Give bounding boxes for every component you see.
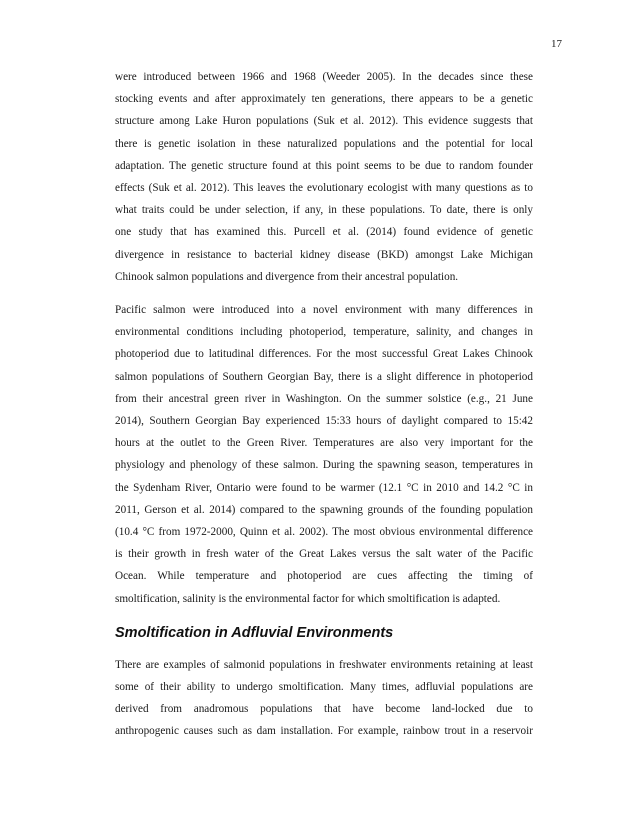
text-line: one study that has examined this. Purcell et al. (2014) found evidence of genetic [115, 226, 533, 239]
paragraph-adfluvial-populations [115, 654, 533, 743]
text-line: hours at the outlet to the Green River. Temperatures are also very important for the [115, 437, 533, 450]
paragraph-introduction-history [115, 66, 533, 288]
page-number: 17 [551, 38, 562, 50]
text-line: what traits could be under selection, if any, in these populations. To date, there is only [115, 204, 533, 217]
text-line: from their ancestral green river in Washington. On the summer solstice (e.g., 21 June [115, 392, 533, 405]
text-line: smoltification, salinity is the environmental factor for which smoltification is adapted. [115, 592, 501, 605]
text-line: physiology and phenology of these salmon. During the spawning season, temperatures in [115, 459, 533, 472]
text-line: (10.4 °C from 1972-2000, Quinn et al. 2002). The most obvious environmental difference [115, 526, 533, 539]
text-line: stocking events and after approximately ten generations, there appears to be a genetic [115, 93, 533, 106]
text-line: anthropogenic causes such as dam installation. For example, rainbow trout in a reservoir [115, 725, 533, 738]
text-line: effects (Suk et al. 2012). This leaves the evolutionary ecologist with many questions as to [115, 182, 533, 195]
text-line: some of their ability to undergo smoltification. Many times, adfluvial populations are [115, 681, 533, 694]
text-line: adaptation. The genetic structure found at this point seems to be due to random founder [115, 159, 533, 172]
text-line: structure among Lake Huron populations (Suk et al. 2012). This evidence suggests that [115, 115, 533, 128]
text-line: derived from anadromous populations that have become land-locked due to [115, 703, 533, 716]
text-line: is their growth in fresh water of the Great Lakes versus the salt water of the Pacific [115, 548, 533, 561]
text-line: 2014), Southern Georgian Bay experienced 15:33 hours of daylight compared to 15:42 [115, 415, 533, 428]
text-line: Pacific salmon were introduced into a novel environment with many differences in [115, 304, 533, 317]
text-line: Ocean. While temperature and photoperiod are cues affecting the timing of [115, 570, 533, 583]
text-line: Chinook salmon populations and divergence from their ancestral population. [115, 270, 459, 283]
text-line: were introduced between 1966 and 1968 (Weeder 2005). In the decades since these [115, 71, 533, 83]
text-line: salmon populations of Southern Georgian Bay, there is a slight difference in photoperiod [115, 370, 533, 383]
text-line: there is genetic isolation in these naturalized populations and the potential for local [115, 137, 533, 150]
text-line: environmental conditions including photoperiod, temperature, salinity, and changes in [115, 326, 533, 339]
paragraph-environmental-differences [115, 299, 533, 610]
page-body [115, 66, 533, 743]
text-line: photoperiod due to latitudinal differences. For the most successful Great Lakes Chinook [115, 348, 533, 361]
text-line: 2011, Gerson et al. 2014) compared to the spawning grounds of the founding population [115, 503, 533, 516]
text-line: divergence in resistance to bacterial kidney disease (BKD) amongst Lake Michigan [115, 248, 533, 261]
text-line: the Sydenham River, Ontario were found to be warmer (12.1 °C in 2010 and 14.2 °C in [115, 481, 533, 494]
text-line: There are examples of salmonid populations in freshwater environments retaining at least [115, 658, 533, 671]
section-heading: Smoltification in Adfluvial Environments [115, 624, 394, 641]
